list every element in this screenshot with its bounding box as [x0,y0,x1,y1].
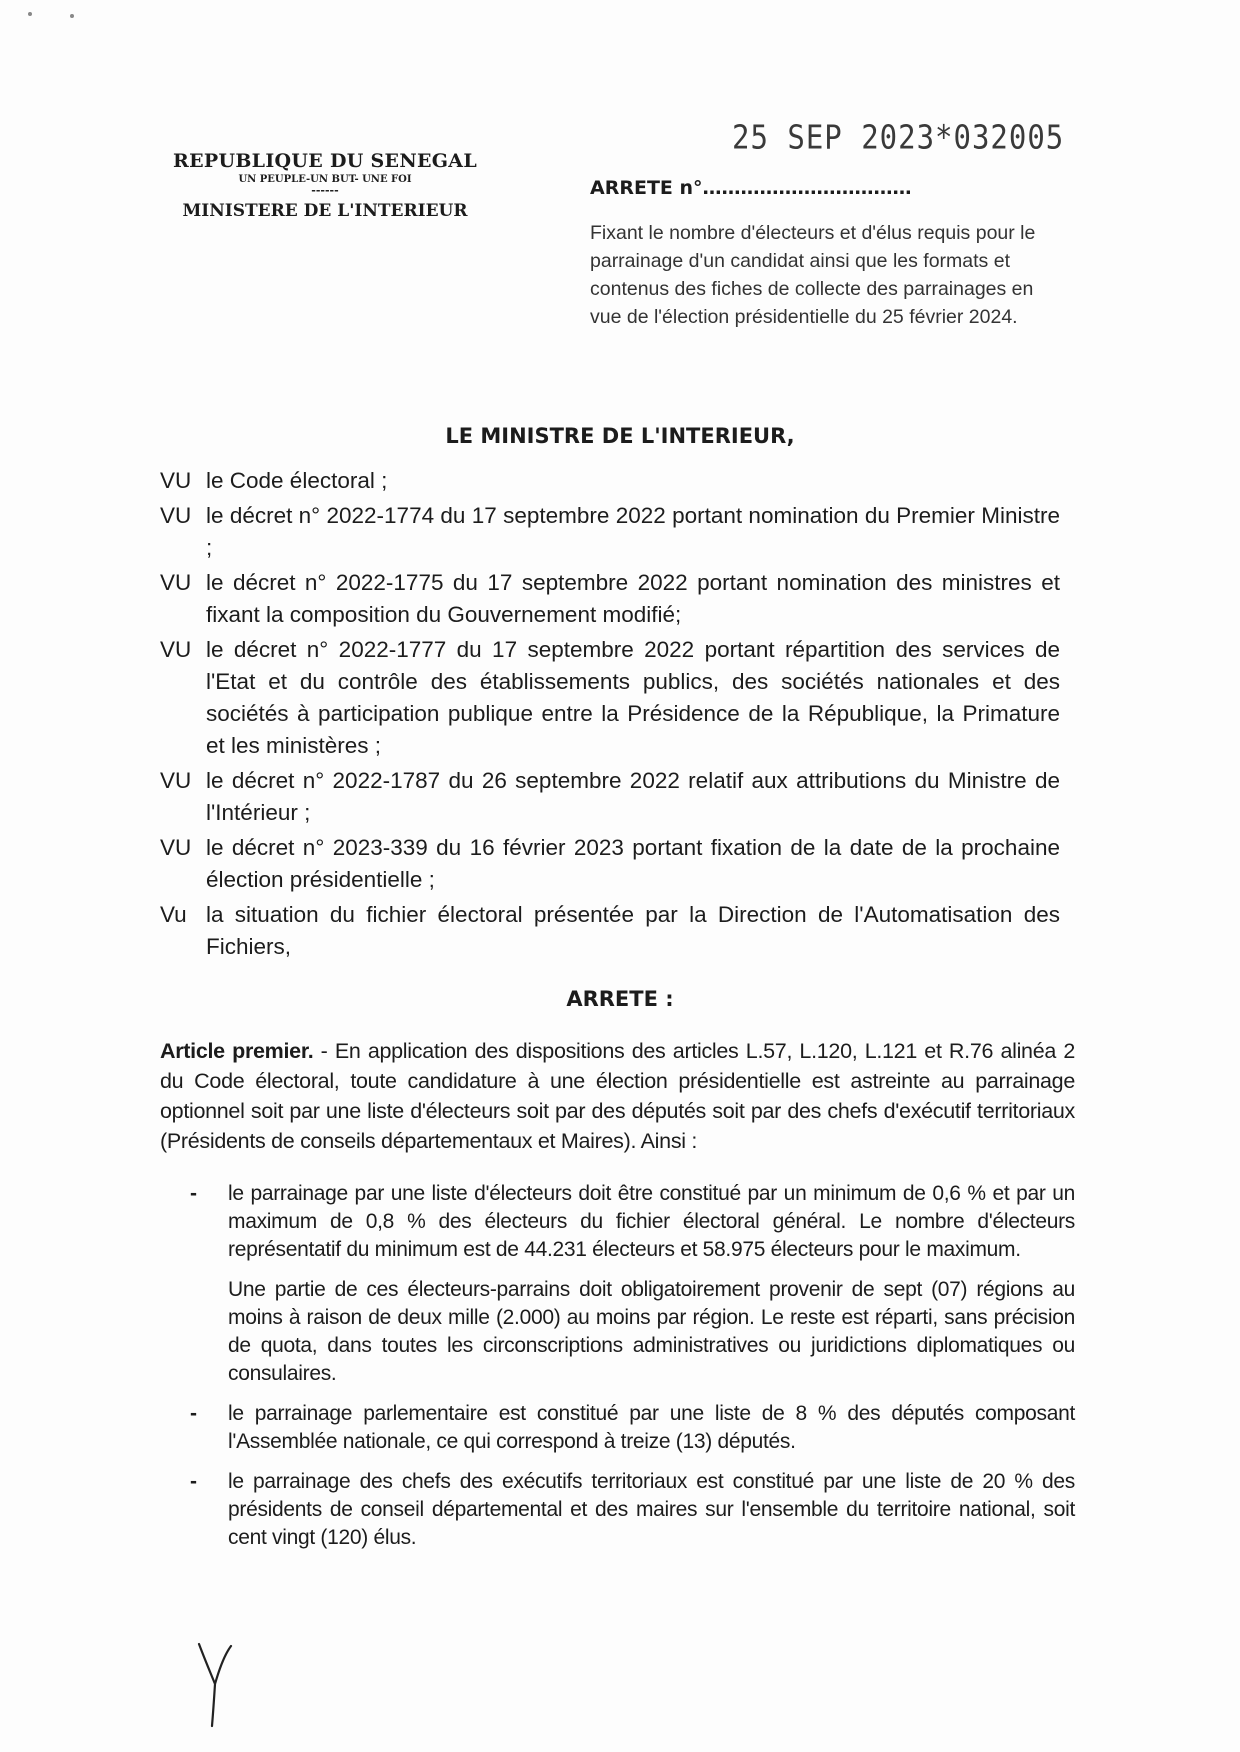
decree-number-label: ARRETE n°…………………………… [590,177,912,199]
legal-reference-item [160,567,1060,631]
article-bullets [190,1180,1075,1564]
bullet-item [190,1180,1075,1388]
decree-subject: Fixant le nombre d'électeurs et d'élus requis pour le parrainage d'un candidat ainsi que les formats et contenus des fiches de collecte des parrainages en vue de l'élection présidentielle du 25 février 2024. [590,222,1036,328]
bullet-dash: - [190,1470,197,1493]
reference-text: le décret n° 2022-1774 du 17 septembre 2022 portant nomination du Premier Ministre ; [206,503,1060,560]
reference-text: le décret n° 2023-339 du 16 février 2023 portant fixation de la date de la prochaine élection présidentielle ; [206,835,1060,892]
bullet-dash: - [190,1182,197,1205]
reference-text: le décret n° 2022-1775 du 17 septembre 2022 portant nomination des ministres et fixant la composition du Gouvernement modifié; [206,570,1060,627]
legal-reference-item [160,634,1060,762]
reference-text: le Code électoral ; [206,468,388,493]
legal-reference-item [160,500,1060,564]
reference-key: VU [160,637,192,662]
bullet-paragraph: le parrainage parlementaire est constitué par une liste de 8 % des députés composant l'Assemblée nationale, ce qui correspond à treize (13) députés. [228,1402,1075,1453]
scan-speck [28,12,32,16]
bullet-paragraph: le parrainage par une liste d'électeurs doit être constitué par un minimum de 0,6 % et par un maximum de 0,8 % des électeurs du fichier électoral général. Le nombre d'électeurs représentatif du minimum est de 44.231 électeurs et 58.975 électeurs pour le maximum. [228,1182,1075,1261]
letterhead [150,150,500,221]
reference-key: VU [160,503,192,528]
reference-key: VU [160,468,192,493]
legal-reference-item [160,465,1060,497]
reference-text: le décret n° 2022-1787 du 26 septembre 2022 relatif aux attributions du Ministre de l'Intérieur ; [206,768,1060,825]
ministry-name: MINISTERE DE L'INTERIEUR [182,201,468,221]
reference-key: VU [160,835,192,860]
handwritten-initial [195,1640,235,1730]
article-first [160,1036,1075,1156]
article-label: Article premier. [160,1039,314,1063]
bullet-paragraph: le parrainage des chefs des exécutifs territoriaux est constitué par une liste de 20 % des présidents de conseil départemental et des maires sur l'ensemble du territoire national, soit cent vingt (120) élus. [228,1470,1075,1549]
bullet-item [190,1468,1075,1552]
registration-stamp: 25 SEP 2023*032005 [732,117,1065,157]
reference-text: la situation du fichier électoral présentée par la Direction de l'Automatisation des Fichiers, [206,902,1060,959]
separator-dashes: ------ [311,184,339,197]
reference-key: VU [160,768,192,793]
legal-references [160,465,1060,966]
scan-speck [70,14,74,18]
bullet-item [190,1400,1075,1456]
legal-reference-item [160,832,1060,896]
legal-reference-item [160,899,1060,963]
national-motto: UN PEUPLE-UN BUT- UNE FOI [238,174,412,185]
legal-reference-item [160,765,1060,829]
reference-text: le décret n° 2022-1777 du 17 septembre 2022 portant répartition des services de l'Etat et du contrôle des établissements publics, des sociétés nationales et des sociétés à participation publique entre la Présidence de la République, la Primature et les ministères ; [206,637,1060,758]
reference-key: VU [160,570,192,595]
document-title: LE MINISTRE DE L'INTERIEUR, [445,424,795,448]
reference-key: Vu [160,902,187,927]
bullet-dash: - [190,1402,197,1425]
article-text: - En application des dispositions des articles L.57, L.120, L.121 et R.76 alinéa 2 du Code électoral, toute candidature à une élection présidentielle est astreinte au parrainage optionnel soit par une liste d'électeurs soit par des députés soit par des chefs d'exécutif territoriaux (Présidents de conseils départementaux et Maires). Ainsi : [160,1039,1075,1153]
arrete-heading: ARRETE : [566,987,674,1011]
bullet-paragraph: Une partie de ces électeurs-parrains doit obligatoirement provenir de sept (07) régions au moins à raison de deux mille (2.000) au moins par région. Le reste est réparti, sans précision de quota, dans toutes les circonscriptions administratives ou juridictions diplomatiques ou consulaires. [228,1278,1075,1385]
republic-name: REPUBLIQUE DU SENEGAL [173,150,477,172]
